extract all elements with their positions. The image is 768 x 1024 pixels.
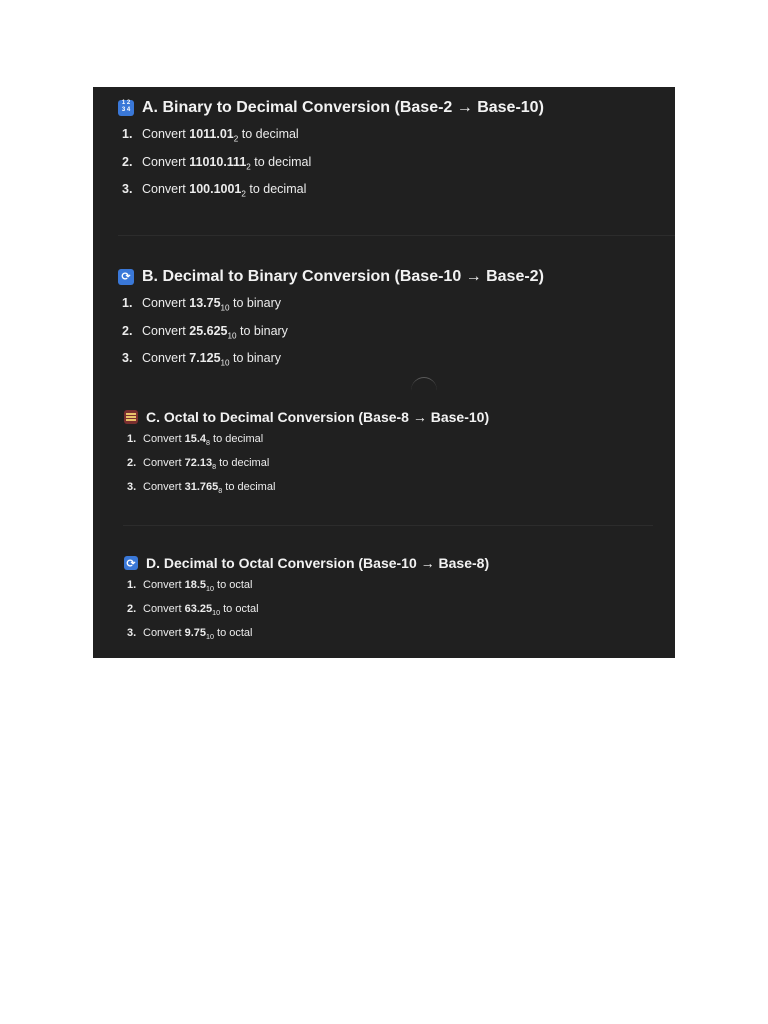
list-item: 2. Convert $63.25_{10}$ to octal [127,603,259,618]
list-item: 3. Convert $9.75_{10}$ to octal [127,627,253,642]
list-item: 2. Convert $72.13_8$ to decimal [127,457,270,472]
section-title: 1 2 3 4 A. Binary to Decimal Conversion (Base-2 → Base-10) [93,97,675,119]
exercise-list [93,433,675,505]
abacus-icon [124,410,138,424]
list-item: 3. Convert $31.765_8$ to decimal [127,481,276,496]
section-title: ⟳ D. Decimal to Octal Conversion (Base-10 → Base-8) [93,553,675,573]
section-binary-to-decimal [93,97,675,210]
section-octal-to-decimal [93,407,675,505]
section-decimal-to-binary [93,266,675,379]
list-item: 1. Convert $1011.01_2$ to decimal [122,127,299,144]
list-item: 1. Convert $18.5_{10}$ to octal [127,579,253,594]
list-item: 3. Convert $7.125_{10}$ to binary [122,351,281,368]
section-divider [118,235,675,236]
section-divider [123,525,653,526]
content-panel [93,87,675,658]
exercise-list [93,127,675,210]
list-item: 2. Convert $11010.111_2$ to decimal [122,154,312,171]
refresh-arrows-icon: ⟳ [124,556,138,570]
list-item: 1. Convert $15.4_8$ to decimal [127,433,264,448]
exercise-list [93,296,675,379]
list-item: 2. Convert $25.625_{10}$ to binary [122,323,288,340]
loading-spinner-icon [411,377,437,404]
section-title: ⟳ B. Decimal to Binary Conversion (Base-10 → Base-2) [93,266,675,288]
exercise-list [93,579,675,651]
numbers-1234-icon: 1 2 3 4 [118,100,134,116]
list-item: 1. Convert $13.75_{10}$ to binary [122,296,281,313]
section-title: C. Octal to Decimal Conversion (Base-8 → Base-10) [93,407,675,427]
list-item: 3. Convert $100.1001_2$ to decimal [122,182,307,199]
section-decimal-to-octal [93,553,675,651]
refresh-arrows-icon: ⟳ [118,269,134,285]
